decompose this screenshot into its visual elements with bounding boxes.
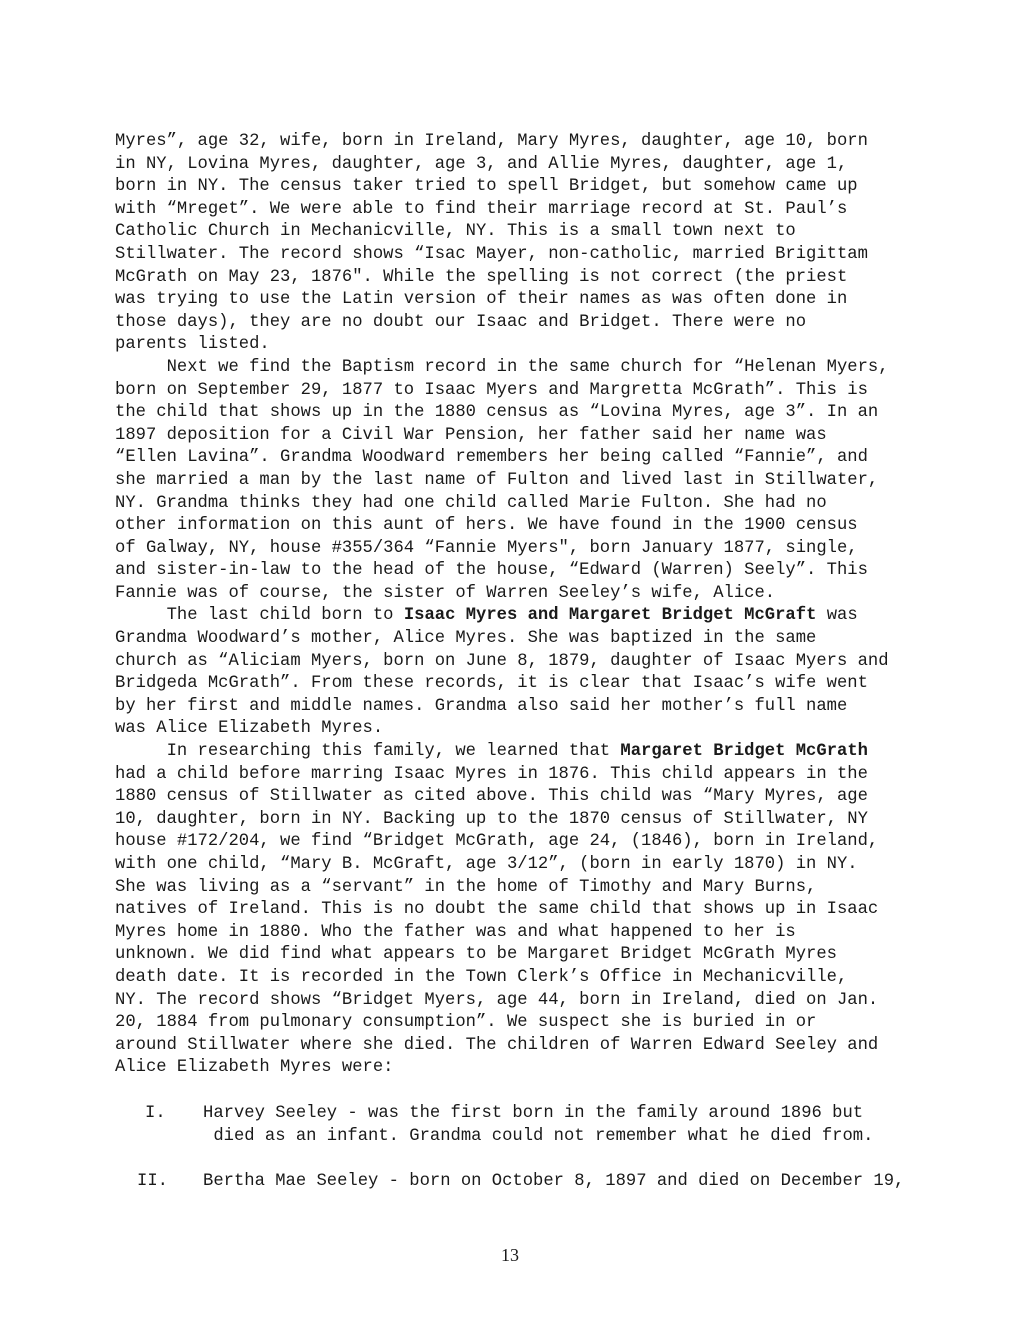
text-line: was trying to use the Latin version of their names as was often done in xyxy=(115,290,848,310)
text-line: Myres home in 1880. Who the father was and what happened to her is xyxy=(115,922,796,942)
text-line: McGrath on May 23, 1876". While the spelling is not correct (the priest xyxy=(115,267,848,287)
list-item-line: Bertha Mae Seeley - born on October 8, 1897 and died on December 19, xyxy=(203,1172,905,1191)
text-line: “Ellen Lavina”. Grandma Woodward remembers her being called “Fannie”, and xyxy=(115,448,868,468)
list-item-line: died as an infant. Grandma could not remember what he died from. xyxy=(203,1126,874,1146)
text-line: born on September 29, 1877 to Isaac Myers and Margretta McGrath”. This is xyxy=(115,380,868,400)
text-line: Grandma Woodward’s mother, Alice Myres. She was baptized in the same xyxy=(115,629,817,649)
bold-name: Margaret Bridget McGrath xyxy=(620,742,868,762)
text-line: was Alice Elizabeth Myres. xyxy=(115,719,384,739)
text-line: Alice Elizabeth Myres were: xyxy=(115,1058,394,1078)
text-line: NY. Grandma thinks they had one child called Marie Fulton. She had no xyxy=(115,493,827,513)
text-line: natives of Ireland. This is no doubt the same child that shows up in Isaac xyxy=(115,900,879,920)
text-line: by her first and middle names. Grandma also said her mother’s full name xyxy=(115,696,848,716)
text-line: Next we find the Baptism record in the same church for “Helenan Myers, xyxy=(115,357,889,377)
bold-name: Isaac Myres and Margaret Bridget McGraft xyxy=(403,606,817,626)
text-line-with-bold xyxy=(115,605,965,628)
text-line: around Stillwater where she died. The children of Warren Edward Seeley and xyxy=(115,1035,879,1055)
text-line: in NY, Lovina Myres, daughter, age 3, and Allie Myres, daughter, age 1, xyxy=(115,154,848,174)
text-line: Fannie was of course, the sister of Warren Seeley’s wife, Alice. xyxy=(115,583,776,603)
text-line: She was living as a “servant” in the home of Timothy and Mary Burns, xyxy=(115,877,817,897)
text-line: those days), they are no doubt our Isaac and Bridget. There were no xyxy=(115,312,807,332)
text-line: the child that shows up in the 1880 census as “Lovina Myres, age 3”. In an xyxy=(115,403,879,423)
text-line: other information on this aunt of hers. We have found in the 1900 census xyxy=(115,516,858,536)
text-line: had a child before marring Isaac Myres in 1876. This child appears in the xyxy=(115,764,868,784)
text-line: with one child, “Mary B. McGraft, age 3/12”, (born in early 1870) in NY. xyxy=(115,855,858,874)
text-line: parents listed. xyxy=(115,335,270,355)
text-line: Myres”, age 32, wife, born in Ireland, Mary Myres, daughter, age 10, born xyxy=(115,132,868,151)
list-item-line: Harvey Seeley - was the first born in the family around 1896 but xyxy=(203,1104,864,1123)
text-segment: In researching this family, we learned that xyxy=(115,742,621,762)
text-segment: was xyxy=(816,606,858,626)
text-line: Bridgeda McGrath”. From these records, it is clear that Isaac’s wife went xyxy=(115,674,868,694)
text-line: of Galway, NY, house #355/364 “Fannie Myers", born January 1877, single, xyxy=(115,538,858,558)
list-numeral: I. xyxy=(145,1104,166,1123)
page-number: 13 xyxy=(501,1245,519,1265)
text-line: Catholic Church in Mechanicville, NY. This is a small town next to xyxy=(115,222,796,242)
text-line: she married a man by the last name of Fulton and lived last in Stillwater, xyxy=(115,470,879,490)
text-line: NY. The record shows “Bridget Myers, age 44, born in Ireland, died on Jan. xyxy=(115,990,879,1010)
text-line: 10, daughter, born in NY. Backing up to the 1870 census of Stillwater, NY xyxy=(115,809,868,829)
text-line: death date. It is recorded in the Town Clerk’s Office in Mechanicville, xyxy=(115,967,848,987)
text-line: church as “Aliciam Myers, born on June 8, 1879, daughter of Isaac Myers and xyxy=(115,651,889,671)
text-segment: The last child born to xyxy=(115,606,404,626)
text-line-with-bold xyxy=(115,741,965,764)
text-line: Stillwater. The record shows “Isac Mayer, non-catholic, married Brigittam xyxy=(115,244,868,264)
text-line: 1880 census of Stillwater as cited above. This child was “Mary Myres, age xyxy=(115,787,868,807)
text-line: 1897 deposition for a Civil War Pension, her father said her name was xyxy=(115,425,827,445)
text-line: 20, 1884 from pulmonary consumption”. We suspect she is buried in or xyxy=(115,1013,817,1033)
text-line: unknown. We did find what appears to be Margaret Bridget McGrath Myres xyxy=(115,945,837,965)
text-line: born in NY. The census taker tried to spell Bridget, but somehow came up xyxy=(115,177,858,197)
text-line: and sister-in-law to the head of the house, “Edward (Warren) Seely”. This xyxy=(115,561,868,581)
text-line: with “Mreget”. We were able to find their marriage record at St. Paul’s xyxy=(115,199,848,219)
text-line: house #172/204, we find “Bridget McGrath, age 24, (1846), born in Ireland, xyxy=(115,832,879,852)
body-text xyxy=(115,131,965,1080)
list-numeral: II. xyxy=(137,1172,168,1191)
